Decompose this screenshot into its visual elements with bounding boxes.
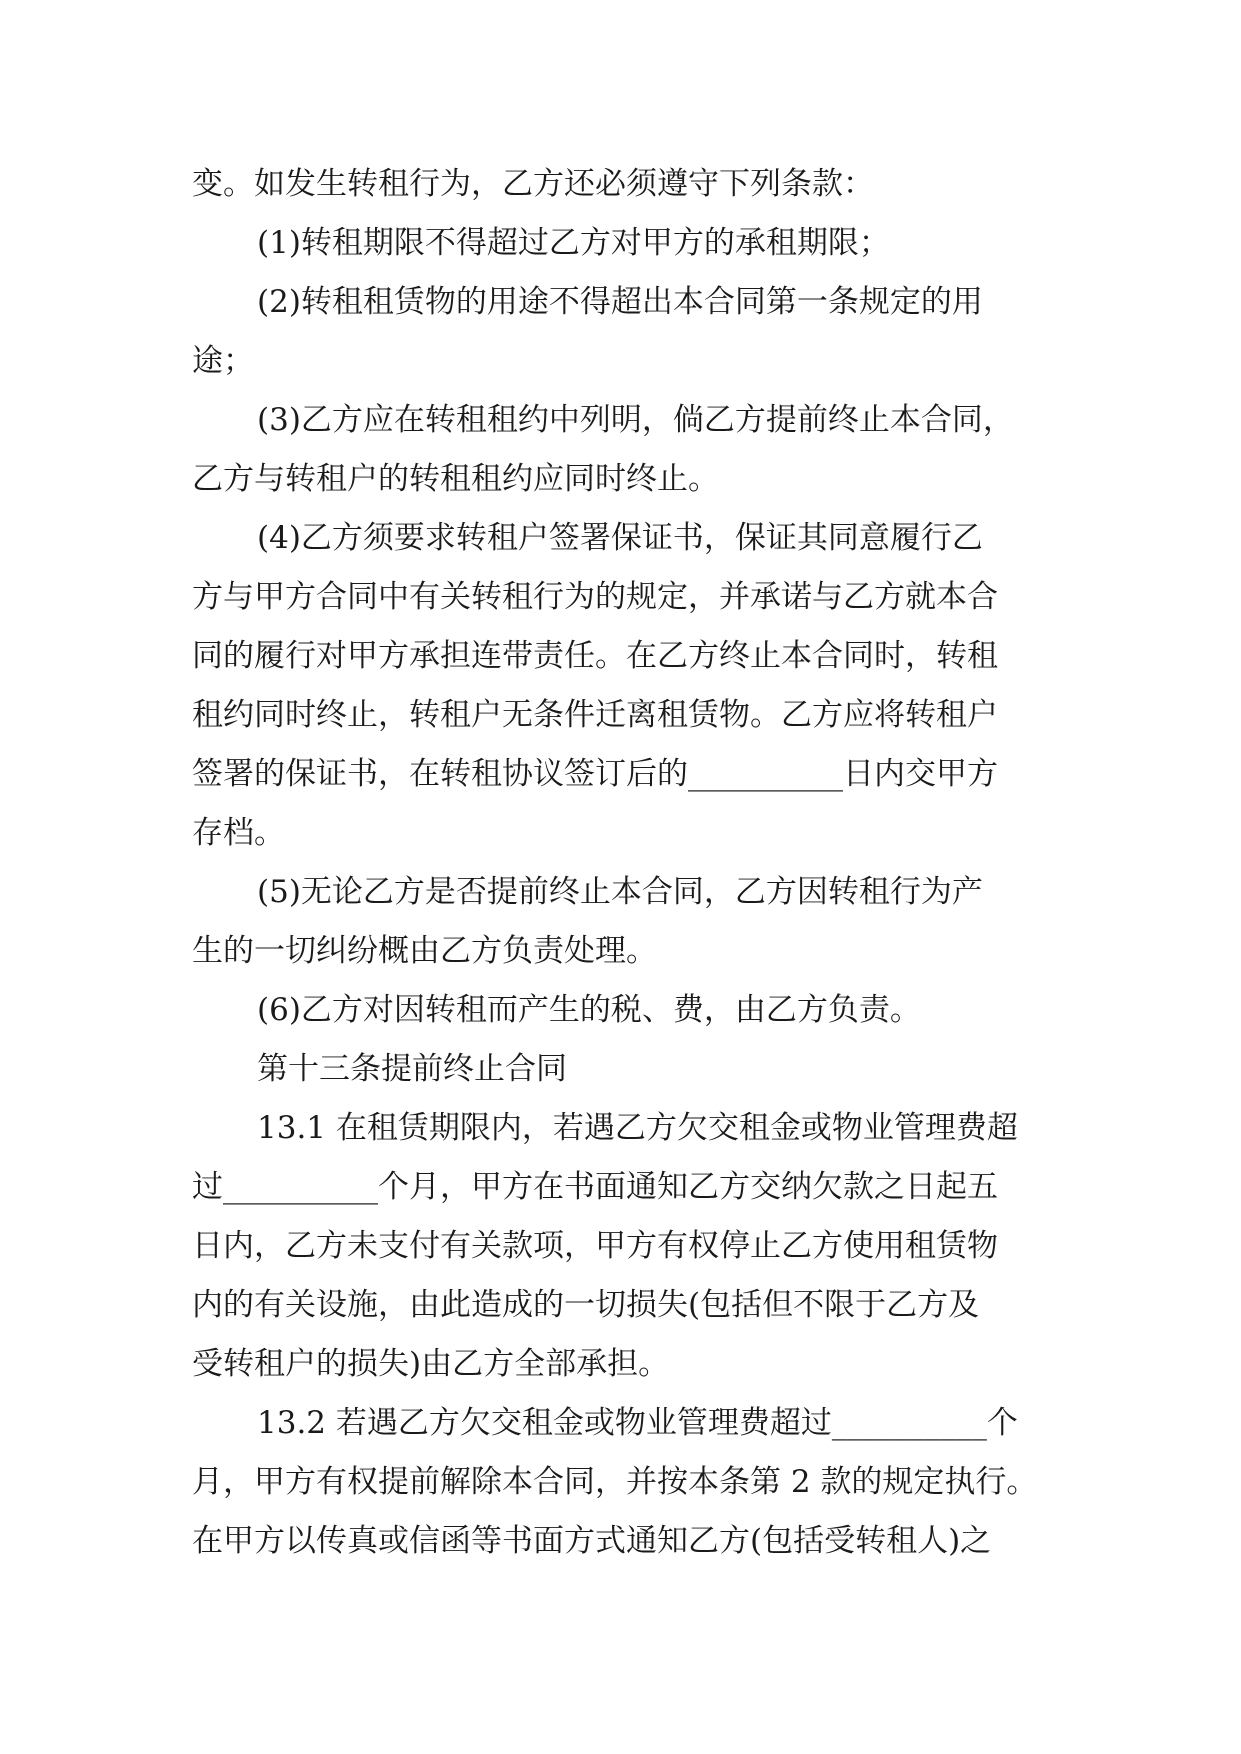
- text-line: 变。如发生转租行为，乙方还必须遵守下列条款：: [192, 166, 874, 202]
- text-line: 过__________个月，甲方在书面通知乙方交纳欠款之日起五: [192, 1169, 998, 1205]
- text-line: 方与甲方合同中有关转租行为的规定，并承诺与乙方就本合: [192, 579, 998, 615]
- text-line: 13.1 在租赁期限内，若遇乙方欠交租金或物业管理费超: [257, 1110, 1018, 1146]
- text-line: 同的履行对甲方承担连带责任。在乙方终止本合同时，转租: [192, 638, 998, 674]
- text-line: 在甲方以传真或信函等书面方式通知乙方(包括受转租人)之: [192, 1523, 992, 1559]
- text-line: (4)乙方须要求转租户签署保证书，保证其同意履行乙: [257, 520, 983, 556]
- text-line: 存档。: [192, 815, 285, 851]
- text-line: 乙方与转租户的转租租约应同时终止。: [192, 461, 719, 497]
- text-line: 月，甲方有权提前解除本合同，并按本条第 2 款的规定执行。: [192, 1464, 1038, 1500]
- text-line: (3)乙方应在转租租约中列明，倘乙方提前终止本合同，: [257, 402, 1014, 438]
- section-heading: 第十三条提前终止合同: [257, 1051, 567, 1087]
- text-line: 租约同时终止，转租户无条件迁离租赁物。乙方应将转租户: [192, 697, 998, 733]
- text-line: (5)无论乙方是否提前终止本合同，乙方因转租行为产: [257, 874, 983, 910]
- text-line: 日内，乙方未支付有关款项，甲方有权停止乙方使用租赁物: [192, 1228, 998, 1264]
- text-line: 签署的保证书，在转租协议签订后的__________日内交甲方: [192, 756, 998, 792]
- text-line: 内的有关设施，由此造成的一切损失(包括但不限于乙方及: [192, 1287, 980, 1323]
- text-line: (2)转租租赁物的用途不得超出本合同第一条规定的用: [257, 284, 983, 320]
- text-line: 13.2 若遇乙方欠交租金或物业管理费超过__________个: [257, 1405, 1018, 1441]
- text-line: 生的一切纠纷概由乙方负责处理。: [192, 933, 657, 969]
- text-line: 受转租户的损失)由乙方全部承担。: [192, 1346, 670, 1382]
- text-line: (1)转租期限不得超过乙方对甲方的承租期限；: [257, 225, 890, 261]
- text-line: 途；: [192, 343, 254, 379]
- text-line: (6)乙方对因转租而产生的税、费，由乙方负责。: [257, 992, 921, 1028]
